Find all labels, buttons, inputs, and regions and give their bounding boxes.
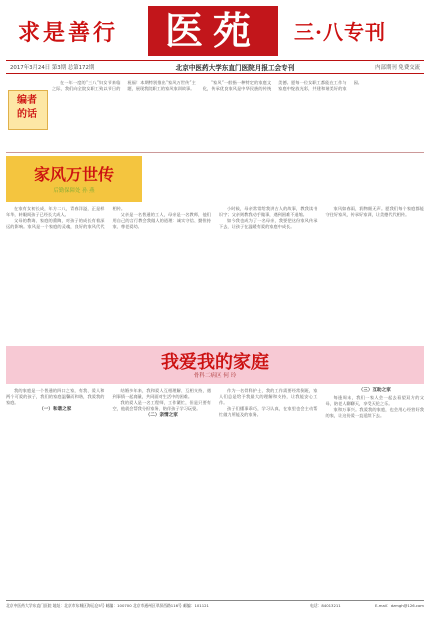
article2-paragraph: 我的爱人是一名工程师，工作繁忙，但是只要有空，他就会帮我分担家务，陪伴孩子学习玩耍。 (112, 400, 211, 411)
article2-paragraph: 家和万事兴。我爱我的家庭，也会用心经营好我的家，让这份爱一直延续下去。 (325, 407, 424, 418)
footer-email: E-mail：dzmgh@126.com (375, 603, 424, 608)
article2-paragraph: 结婚多年来，我和爱人互相理解、互相支持，遇到事情一起商量，共同面对生活中的困难。 (112, 388, 211, 399)
article2-subhead: （一）和谐之家 (39, 407, 72, 412)
article2-subhead: （三）互助之家 (358, 388, 391, 393)
article1-paragraph: 在家有女初长成，年方二八，青春洋溢，正是样年华，转眼间孩子已经长大成人。 (6, 206, 105, 217)
article2-paragraph: 我的家庭是一个普通的四口之家，有我、爱人和两个可爱的孩子，我们的家庭温馨而和谐，我爱我的家庭。 (6, 388, 105, 405)
special-issue-title: 三·八专刊 (294, 20, 386, 44)
article1-paragraph: 如今我也成为了一名母亲，我要把这份家风传承下去，让孩子在温暖有爱的家庭中成长。 (219, 218, 318, 229)
article1-body (6, 206, 424, 341)
organization-name: 北京中医药大学东直门医院月报工会专刊 (175, 64, 295, 72)
article1-paragraph: 父亲是一名普通的工人，母亲是一名教师，他们用自己的言行教会我做人的道理：诚实守信、勤俭持家、尊老爱幼。 (112, 212, 211, 229)
editor-note (52, 80, 422, 148)
internal-note: 内部期刊 免费交流 (375, 65, 420, 71)
article2-paragraph: 孩子们懂事乖巧，学习认真，在家里也会主动帮忙做力所能及的家务。 (219, 406, 318, 417)
article1-paragraph: 小时候，母亲常常给我讲古人的故事，教我读书识字；父亲则教我动手做事，遇到困难不退缩。 (219, 206, 318, 217)
editor-note-badge-text: 编者的话 (17, 95, 37, 120)
article1-author: 后勤保障处 孙 燕 (53, 188, 95, 194)
footer-phone: 电话：84013211 (310, 603, 341, 608)
article2-title: 我爱我的家庭 (161, 352, 269, 373)
masthead (0, 0, 430, 60)
footer-rule (6, 600, 424, 601)
footer-address: 北京中医药大学东直门医院 地址：北京市东城区海运仓5号 邮编：100700 北京市通州区翠屏西路116号 邮编：101121 (6, 603, 209, 608)
masthead-rule-bottom (6, 73, 424, 74)
editor-note-paragraph: “家风”一般指一种特定的家庭文化，传承优良家风是中华民族的传统美德。愿每一位女职工都能在工作与家庭中绽放光彩，共建和谐美好的家园。 (202, 80, 362, 91)
issue-info: 2017年3月24日 第3期 总第172期 (10, 65, 95, 71)
article1-paragraph: 父母的教诲、家庭的熏陶，对孩子的成长有着深远的影响。家风是一个家庭的灵魂，良好的家风代代相传。 (6, 206, 126, 229)
paper-title-text: 医苑 (164, 8, 261, 53)
editor-note-paragraph: 在一年一度的“三八”妇女节来临之际，我们向全院女职工致以节日的祝福！本期特别推出“家风万世传”主题，展现我院职工的家风家训故事。 (52, 80, 196, 91)
article1-paragraph: 家风如春雨，润物细无声。愿我们每个家庭都能守住好家风，传承好家训，让美德代代相传。 (325, 206, 424, 217)
article1-title: 家风万世传 (33, 165, 114, 184)
slogan: 求是善行 (18, 20, 119, 46)
article2-author: 骨科二病区 何 玲 (193, 373, 237, 379)
article2-paragraph: 每逢周末，我们一家人会一起去看望双方的父母，陪老人聊聊天，享受天伦之乐。 (325, 395, 424, 406)
article2-paragraph: 作为一名骨科护士，我的工作需要经常倒班，家人们总是给予我最大的理解和支持，让我能安心工作。 (219, 388, 318, 405)
section-rule (6, 152, 424, 153)
article2-body (6, 388, 424, 594)
article2-subhead: （二）亲情之家 (145, 413, 178, 418)
masthead-rule-top (6, 60, 424, 61)
